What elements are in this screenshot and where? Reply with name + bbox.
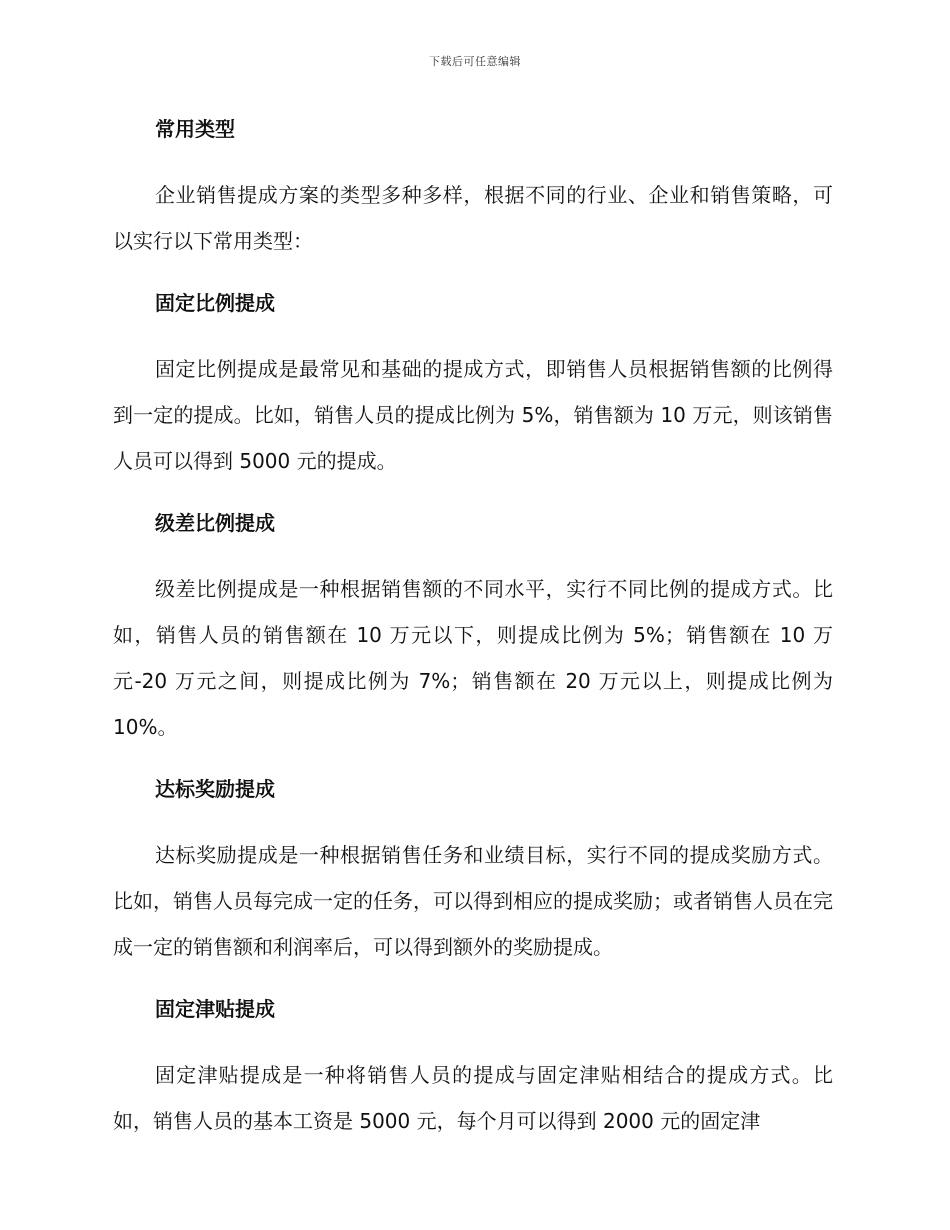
section-tiered-ratio: [113, 506, 833, 772]
section-paragraph: 达标奖励提成是一种根据销售任务和业绩目标，实行不同的提成奖励方式。比如，销售人员每完成一定的任务，可以得到相应的提成奖励；或者销售人员在完成一定的销售额和利润率后，可以得到额外的奖励提成。: [113, 843, 833, 959]
section-paragraph: 企业销售提成方案的类型多种多样，根据不同的行业、企业和销售策略，可以实行以下常用类型：: [113, 183, 833, 253]
section-target-bonus: [113, 772, 833, 992]
section-fixed-ratio: [113, 286, 833, 506]
section-heading: 级差比例提成: [155, 511, 275, 535]
section-fixed-allowance: [113, 992, 833, 1144]
section-heading: 固定津贴提成: [155, 997, 275, 1021]
section-heading: 固定比例提成: [155, 291, 275, 315]
document-body: [113, 112, 833, 1144]
section-paragraph: 固定比例提成是最常见和基础的提成方式，即销售人员根据销售额的比例得到一定的提成。比如，销售人员的提成比例为 5%，销售额为 10 万元，则该销售人员可以得到 5000 元的提成。: [113, 357, 833, 473]
section-heading: 达标奖励提成: [155, 777, 275, 801]
section-paragraph: 级差比例提成是一种根据销售额的不同水平，实行不同比例的提成方式。比如，销售人员的销售额在 10 万元以下，则提成比例为 5%；销售额在 10 万元-20 万元之间，则提成比例为 7%；销售额在 20 万元以上，则提成比例为 10%。: [113, 577, 833, 739]
section-common-types: [113, 112, 833, 286]
section-paragraph: 固定津贴提成是一种将销售人员的提成与固定津贴相结合的提成方式。比如，销售人员的基本工资是 5000 元，每个月可以得到 2000 元的固定津: [113, 1063, 833, 1133]
header-note: 下载后可任意编辑: [429, 55, 521, 68]
section-heading: 常用类型: [155, 117, 235, 141]
